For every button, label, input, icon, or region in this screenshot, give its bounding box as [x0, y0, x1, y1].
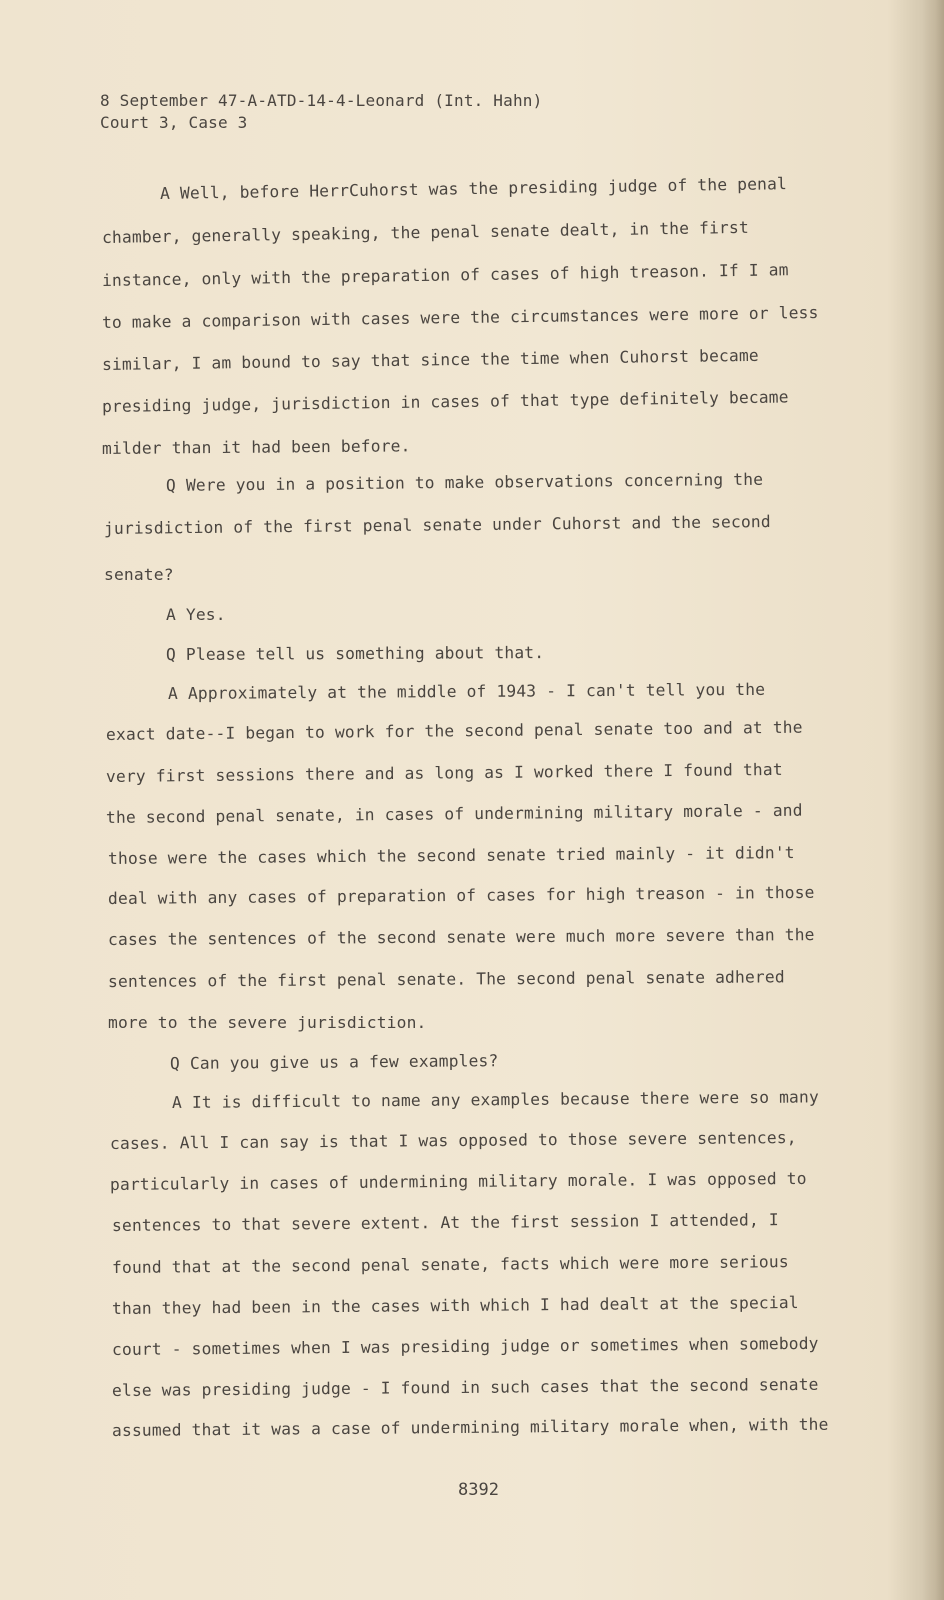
header-court-line: Court 3, Case 3: [100, 113, 248, 132]
transcript-line: assumed that it was a case of undermining military morale when, with the: [111, 1414, 829, 1440]
transcript-line: cases the sentences of the second senate were much more severe than the: [107, 925, 815, 949]
transcript-line: Q Can you give us a few examples?: [169, 1051, 499, 1073]
transcript-line: those were the cases which the second senate tried mainly - it didn't: [107, 843, 795, 868]
transcript-line: than they had been in the cases with which I had dealt at the special: [111, 1293, 799, 1318]
header-reference-line: 8 September 47-A-ATD-14-4-Leonard (Int. Hahn): [100, 91, 543, 110]
transcript-line: jurisdiction of the first penal senate under Cuhorst and the second: [103, 512, 771, 538]
transcript-line: court - sometimes when I was presiding judge or sometimes when somebody: [111, 1333, 819, 1359]
transcript-line: presiding judge, jurisdiction in cases of that type definitely became: [101, 387, 789, 416]
transcript-line: sentences to that severe extent. At the first session I attended, I: [111, 1210, 779, 1235]
transcript-line: particularly in cases of undermining military morale. I was opposed to: [109, 1168, 807, 1194]
transcript-line: A Yes.: [166, 605, 226, 624]
transcript-line: Q Please tell us something about that.: [165, 643, 545, 664]
transcript-line: A Approximately at the middle of 1943 - I can't tell you the: [167, 679, 766, 703]
page-number: 8392: [458, 1480, 499, 1500]
transcript-line: found that at the second penal senate, facts which were more serious: [111, 1252, 789, 1277]
transcript-line: exact date--I began to work for the second penal senate too and at the: [105, 717, 803, 744]
transcript-line: milder than it had been before.: [101, 436, 411, 458]
transcript-line: senate?: [104, 565, 174, 584]
transcript-line: instance, only with the preparation of cases of high treason. If I am: [101, 260, 789, 290]
transcript-line: deal with any cases of preparation of cases for high treason - in those: [107, 882, 815, 908]
transcript-line: A It is difficult to name any examples because there were so many: [171, 1087, 819, 1112]
transcript-line: to make a comparison with cases were the circumstances were more or less: [101, 302, 819, 332]
transcript-line: very first sessions there and as long as I worked there I found that: [105, 759, 783, 786]
transcript-line: Q Were you in a position to make observations concerning the: [165, 469, 764, 495]
transcript-line: else was presiding judge - I found in such cases that the second senate: [111, 1374, 819, 1400]
transcript-line: chamber, generally speaking, the penal senate dealt, in the first: [101, 217, 749, 247]
transcript-line: A Well, before HerrCuhorst was the presiding judge of the penal: [159, 174, 788, 203]
transcript-line: more to the severe jurisdiction.: [108, 1013, 427, 1032]
transcript-line: similar, I am bound to say that since the time when Cuhorst became: [101, 345, 759, 374]
transcript-line: cases. All I can say is that I was opposed to those severe sentences,: [109, 1128, 797, 1153]
transcript-line: the second penal senate, in cases of undermining military morale - and: [105, 800, 803, 827]
transcript-line: sentences of the first penal senate. The second penal senate adhered: [107, 967, 785, 991]
